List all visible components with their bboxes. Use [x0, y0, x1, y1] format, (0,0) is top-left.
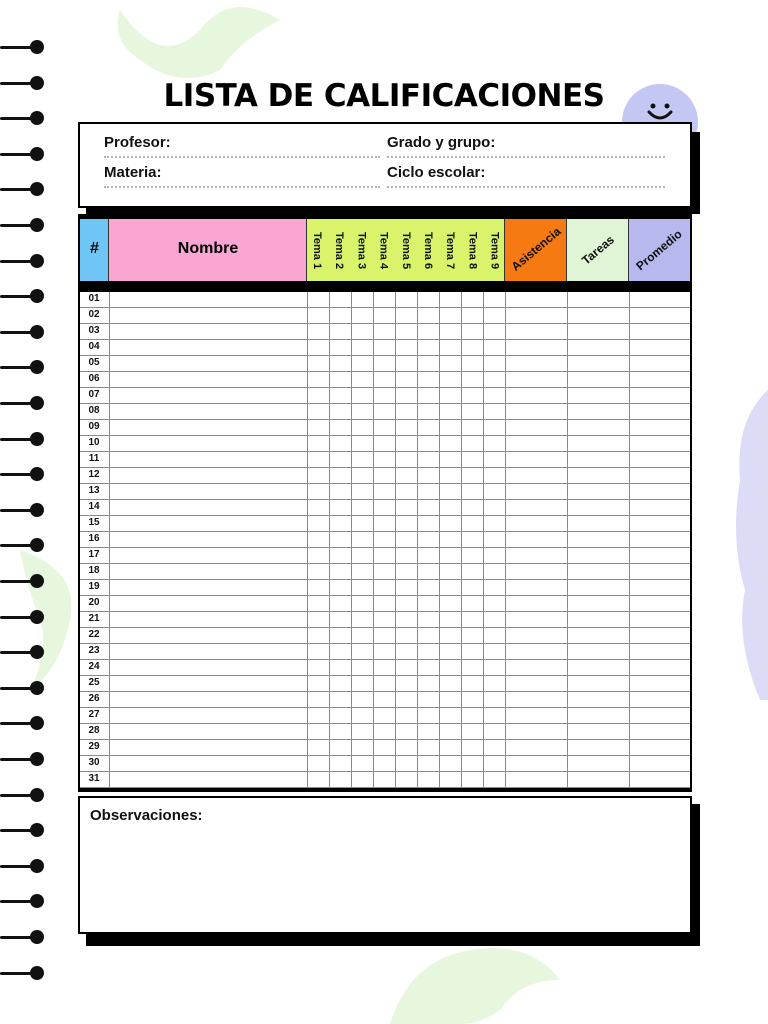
column-divider — [461, 292, 462, 788]
header-tareas-label: Tareas — [579, 232, 617, 268]
spiral-ring — [0, 681, 44, 695]
header-tema-label: Tema 5 — [399, 232, 412, 270]
table-row[interactable] — [80, 692, 690, 708]
spiral-ring — [0, 538, 44, 552]
column-divider — [629, 292, 630, 788]
spiral-ring — [0, 610, 44, 624]
table-row[interactable] — [80, 356, 690, 372]
row-number: 04 — [88, 341, 100, 352]
row-number: 24 — [88, 661, 100, 672]
spiral-ring — [0, 325, 44, 339]
table-row[interactable] — [80, 436, 690, 452]
spiral-ring — [0, 966, 44, 980]
row-number: 10 — [88, 437, 100, 448]
column-divider — [439, 292, 440, 788]
row-number: 11 — [88, 453, 100, 464]
spiral-ring — [0, 254, 44, 268]
table-row[interactable] — [80, 340, 690, 356]
row-number: 29 — [88, 741, 100, 752]
table-row[interactable] — [80, 628, 690, 644]
spiral-ring — [0, 467, 44, 481]
row-number: 31 — [88, 773, 100, 784]
row-number: 09 — [88, 421, 100, 432]
table-row[interactable] — [80, 676, 690, 692]
ciclo-field[interactable] — [387, 186, 665, 188]
table-row[interactable] — [80, 740, 690, 756]
table-row[interactable] — [80, 644, 690, 660]
table-row[interactable] — [80, 532, 690, 548]
table-row[interactable] — [80, 660, 690, 676]
row-number: 25 — [88, 677, 100, 688]
leaf-decoration-top — [100, 0, 300, 80]
row-number: 19 — [88, 581, 100, 592]
grado-label: Grado y grupo: — [387, 134, 496, 151]
table-row[interactable] — [80, 612, 690, 628]
column-divider — [109, 292, 110, 788]
header-tema-label: Tema 6 — [422, 232, 434, 270]
table-row[interactable] — [80, 308, 690, 324]
row-number: 26 — [88, 693, 100, 704]
row-number: 03 — [88, 325, 100, 336]
spiral-ring — [0, 289, 44, 303]
row-number: 12 — [88, 469, 100, 480]
column-divider — [417, 292, 418, 788]
row-number: 07 — [88, 389, 100, 400]
profesor-label: Profesor: — [104, 134, 171, 151]
table-row[interactable] — [80, 404, 690, 420]
header-asistencia-label: Asistencia — [508, 224, 564, 274]
table-row[interactable] — [80, 484, 690, 500]
spiral-ring — [0, 894, 44, 908]
table-row[interactable] — [80, 324, 690, 340]
row-number: 05 — [88, 357, 100, 368]
spiral-ring — [0, 752, 44, 766]
spiral-ring — [0, 360, 44, 374]
header-tema-label: Tema 3 — [355, 232, 368, 270]
row-number: 18 — [88, 565, 100, 576]
row-number: 28 — [88, 725, 100, 736]
header-number: # — [80, 219, 109, 281]
table-row[interactable] — [80, 500, 690, 516]
header-name: Nombre — [109, 219, 307, 281]
row-number: 21 — [88, 613, 100, 624]
row-number: 14 — [88, 501, 100, 512]
row-number: 16 — [88, 533, 100, 544]
row-number: 20 — [88, 597, 100, 608]
row-number: 08 — [88, 405, 100, 416]
spiral-ring — [0, 182, 44, 196]
observations-label: Observaciones: — [90, 807, 203, 824]
column-divider — [373, 292, 374, 788]
table-row[interactable] — [80, 580, 690, 596]
header-promedio-label: Promedio — [633, 226, 685, 274]
spiral-ring — [0, 396, 44, 410]
column-divider — [307, 292, 308, 788]
ciclo-label: Ciclo escolar: — [387, 164, 486, 181]
header-tema-label: Tema 8 — [466, 232, 479, 270]
row-number: 13 — [88, 485, 100, 496]
table-row[interactable] — [80, 772, 690, 788]
spiral-ring — [0, 432, 44, 446]
table-row[interactable] — [80, 708, 690, 724]
column-divider — [567, 292, 568, 788]
grades-grid — [80, 292, 690, 788]
leaf-decoration-bottom — [370, 940, 570, 1024]
column-divider — [483, 292, 484, 788]
header-tema-label: Tema 9 — [488, 232, 501, 270]
header-tema-label: Tema 4 — [377, 232, 390, 270]
row-number: 02 — [88, 309, 100, 320]
table-row[interactable] — [80, 756, 690, 772]
row-number: 30 — [88, 757, 100, 768]
header-tema-label: Tema 2 — [333, 232, 346, 270]
row-number: 17 — [88, 549, 100, 560]
header-tema-label: Tema 7 — [444, 232, 457, 270]
table-row[interactable] — [80, 516, 690, 532]
table-row[interactable] — [80, 292, 690, 308]
spiral-ring — [0, 788, 44, 802]
materia-field[interactable] — [104, 186, 380, 188]
materia-label: Materia: — [104, 164, 162, 181]
column-divider — [351, 292, 352, 788]
column-divider — [329, 292, 330, 788]
grado-field[interactable] — [387, 156, 665, 158]
table-row[interactable] — [80, 548, 690, 564]
spiral-ring — [0, 147, 44, 161]
table-row[interactable] — [80, 388, 690, 404]
page-title: LISTA DE CALIFICACIONES — [163, 78, 605, 114]
table-row[interactable] — [80, 468, 690, 484]
spiral-ring — [0, 218, 44, 232]
spiral-ring — [0, 503, 44, 517]
table-row[interactable] — [80, 596, 690, 612]
table-row[interactable] — [80, 564, 690, 580]
table-row[interactable] — [80, 724, 690, 740]
column-divider — [505, 292, 506, 788]
spiral-ring — [0, 823, 44, 837]
spiral-ring — [0, 859, 44, 873]
row-number: 15 — [88, 517, 100, 528]
spiral-ring — [0, 930, 44, 944]
spiral-ring — [0, 40, 44, 54]
table-row[interactable] — [80, 452, 690, 468]
spiral-ring — [0, 716, 44, 730]
blob-decoration-right — [730, 390, 768, 700]
row-number: 23 — [88, 645, 100, 656]
row-number: 01 — [88, 293, 100, 304]
spiral-ring — [0, 574, 44, 588]
row-number: 27 — [88, 709, 100, 720]
table-row[interactable] — [80, 372, 690, 388]
header-tema-label: Tema 1 — [311, 232, 323, 270]
profesor-field[interactable] — [104, 156, 380, 158]
column-divider — [395, 292, 396, 788]
row-number: 22 — [88, 629, 100, 640]
row-number: 06 — [88, 373, 100, 384]
table-row[interactable] — [80, 420, 690, 436]
spiral-ring — [0, 645, 44, 659]
